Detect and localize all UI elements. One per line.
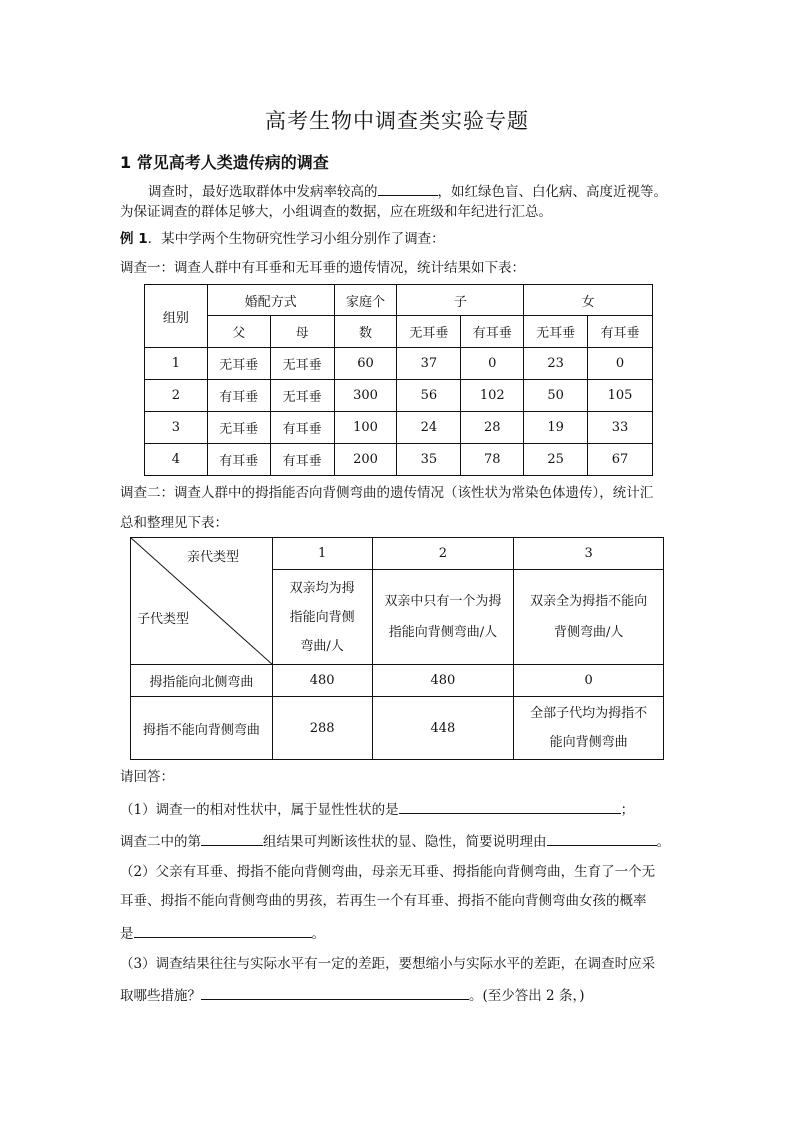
col-3-desc-line: 双亲全为拇指不能向 [530,594,648,609]
cell: 288 [272,697,372,760]
cell: 300 [334,380,397,412]
cell-line: 能向背侧弯曲 [549,735,628,750]
answer-blank[interactable] [547,831,657,846]
header-son: 子 [397,285,524,316]
cell: 56 [397,380,461,412]
cell: 有耳垂 [270,444,334,476]
cell: 1 [145,348,208,380]
header-group: 组别 [145,285,208,348]
answer-blank[interactable] [399,799,621,814]
cell: 448 [372,697,514,760]
cell: 28 [461,412,524,444]
cell: 24 [397,412,461,444]
parent-type-label: 亲代类型 [187,550,240,565]
example-label: 例 1 [120,231,148,247]
cell: 23 [524,348,588,380]
cell: 2 [145,380,208,412]
survey2-intro-1: 调查二：调查人群中的拇指能否向背侧弯曲的遗传情况（该性状为常染色体遗传），统计汇 [120,485,654,501]
header-son-yes: 有耳垂 [461,316,524,348]
cell: 105 [588,380,653,412]
cell: 67 [588,444,653,476]
intro-line-1 [148,181,667,202]
example-line [120,229,445,249]
col-1-desc-line: 弯曲/人 [300,638,344,654]
intro-text-b: ，如红绿色盲、白化病、高度近视等。 [437,184,667,200]
intro-line-2: 为保证调查的群体足够大，小组调查的数据，应在班级和年纪进行汇总。 [120,204,552,220]
cell: 无耳垂 [207,412,270,444]
cell: 50 [524,380,588,412]
header-father: 父 [207,316,270,348]
cell: 19 [524,412,588,444]
table-row [131,697,664,760]
cell: 480 [272,665,372,697]
col-3-desc-line: 背侧弯曲/人 [553,625,624,640]
question-text: （1）调查一的相对性状中，属于显性性状的是 [120,802,399,818]
cell: 37 [397,348,461,380]
answer-prompt: 请回答： [120,769,174,785]
thumb-table [130,537,664,760]
cell: 480 [372,665,514,697]
col-1-desc [272,570,372,665]
header-marriage: 婚配方式 [207,285,334,316]
cell: 4 [145,444,208,476]
cell: 有耳垂 [270,412,334,444]
question-text: 组结果可判断该性状的显、隐性，简要说明理由 [263,834,547,850]
diagonal-header-cell [131,538,273,665]
cell: 有耳垂 [207,380,270,412]
question-2b: 耳垂、拇指不能向背侧弯曲的男孩，若再生一个有耳垂、拇指不能向背侧弯曲女孩的概率 [120,893,647,909]
cell: 有耳垂 [207,444,270,476]
example-text: ．某中学两个生物研究性学习小组分别作了调查： [147,231,445,247]
child-type-label: 子代类型 [137,612,190,627]
cell: 60 [334,348,397,380]
question-end: 。 [311,926,325,942]
table-row [145,412,653,444]
cell: 无耳垂 [207,348,270,380]
cell: 3 [145,412,208,444]
header-daughter: 女 [524,285,653,316]
question-end: 。(至少答出 2 条，) [469,988,585,1004]
question-1a [120,799,634,820]
question-2a: （2）父亲有耳垂、拇指不能向背侧弯曲，母亲无耳垂、拇指能向背侧弯曲，生育了一个无 [120,864,656,880]
question-3a: （3）调查结果往往与实际水平有一定的差距，要想缩小与实际水平的差距，在调查时应采 [120,956,656,972]
table-row [145,380,653,412]
page-title: 高考生物中调查类实验专题 [265,109,529,133]
cell: 33 [588,412,653,444]
col-1-header: 1 [272,538,372,570]
intro-text-a: 调查时，最好选取群体中发病率较高的 [148,184,378,200]
table-row [145,444,653,476]
col-1-desc-line: 指能向背侧 [289,609,355,625]
cell: 0 [461,348,524,380]
col-3-desc [514,570,664,665]
cell: 102 [461,380,524,412]
cell: 0 [514,665,664,697]
cell: 0 [588,348,653,380]
section-heading: 1 常见高考人类遗传病的调查 [120,153,329,172]
cell: 35 [397,444,461,476]
survey1-intro: 调查一：调查人群中有耳垂和无耳垂的遗传情况，统计结果如下表： [120,260,525,276]
header-family-a: 家庭个 [334,285,397,316]
question-text: 调查二中的第 [120,834,201,850]
answer-blank[interactable] [201,985,469,1000]
header-daughter-yes: 有耳垂 [588,316,653,348]
answer-blank[interactable] [201,831,263,846]
answer-blank[interactable] [134,923,312,938]
cell: 78 [461,444,524,476]
col-2-desc [372,570,514,665]
header-son-no: 无耳垂 [397,316,461,348]
table-row [131,665,664,697]
question-text: 取哪些措施？ [120,988,201,1004]
row-label: 拇指能向北侧弯曲 [131,665,273,697]
earlobe-table [144,284,653,476]
cell-line: 全部子代均为拇指不 [530,706,648,721]
header-daughter-no: 无耳垂 [524,316,588,348]
cell: 200 [334,444,397,476]
table-row [145,348,653,380]
survey2-intro-2: 总和整理见下表： [120,515,228,531]
question-end: 。 [656,834,670,850]
question-end: ； [620,802,635,818]
question-1b [120,831,670,852]
col-2-desc-line: 指能向背侧弯曲/人 [388,625,498,640]
cell: 无耳垂 [270,348,334,380]
cell [514,697,664,760]
col-2-desc-line: 双亲中只有一个为拇 [384,594,502,609]
answer-blank[interactable] [378,181,438,196]
header-mother: 母 [270,316,334,348]
row-label: 拇指不能向背侧弯曲 [131,697,273,760]
col-3-header: 3 [514,538,664,570]
question-2c [120,923,325,944]
col-2-header: 2 [372,538,514,570]
question-text: 是 [120,926,134,942]
col-1-desc-line: 双亲均为拇 [289,580,355,596]
cell: 无耳垂 [270,380,334,412]
question-3b [120,985,584,1006]
cell: 25 [524,444,588,476]
header-family-b: 数 [334,316,397,348]
cell: 100 [334,412,397,444]
